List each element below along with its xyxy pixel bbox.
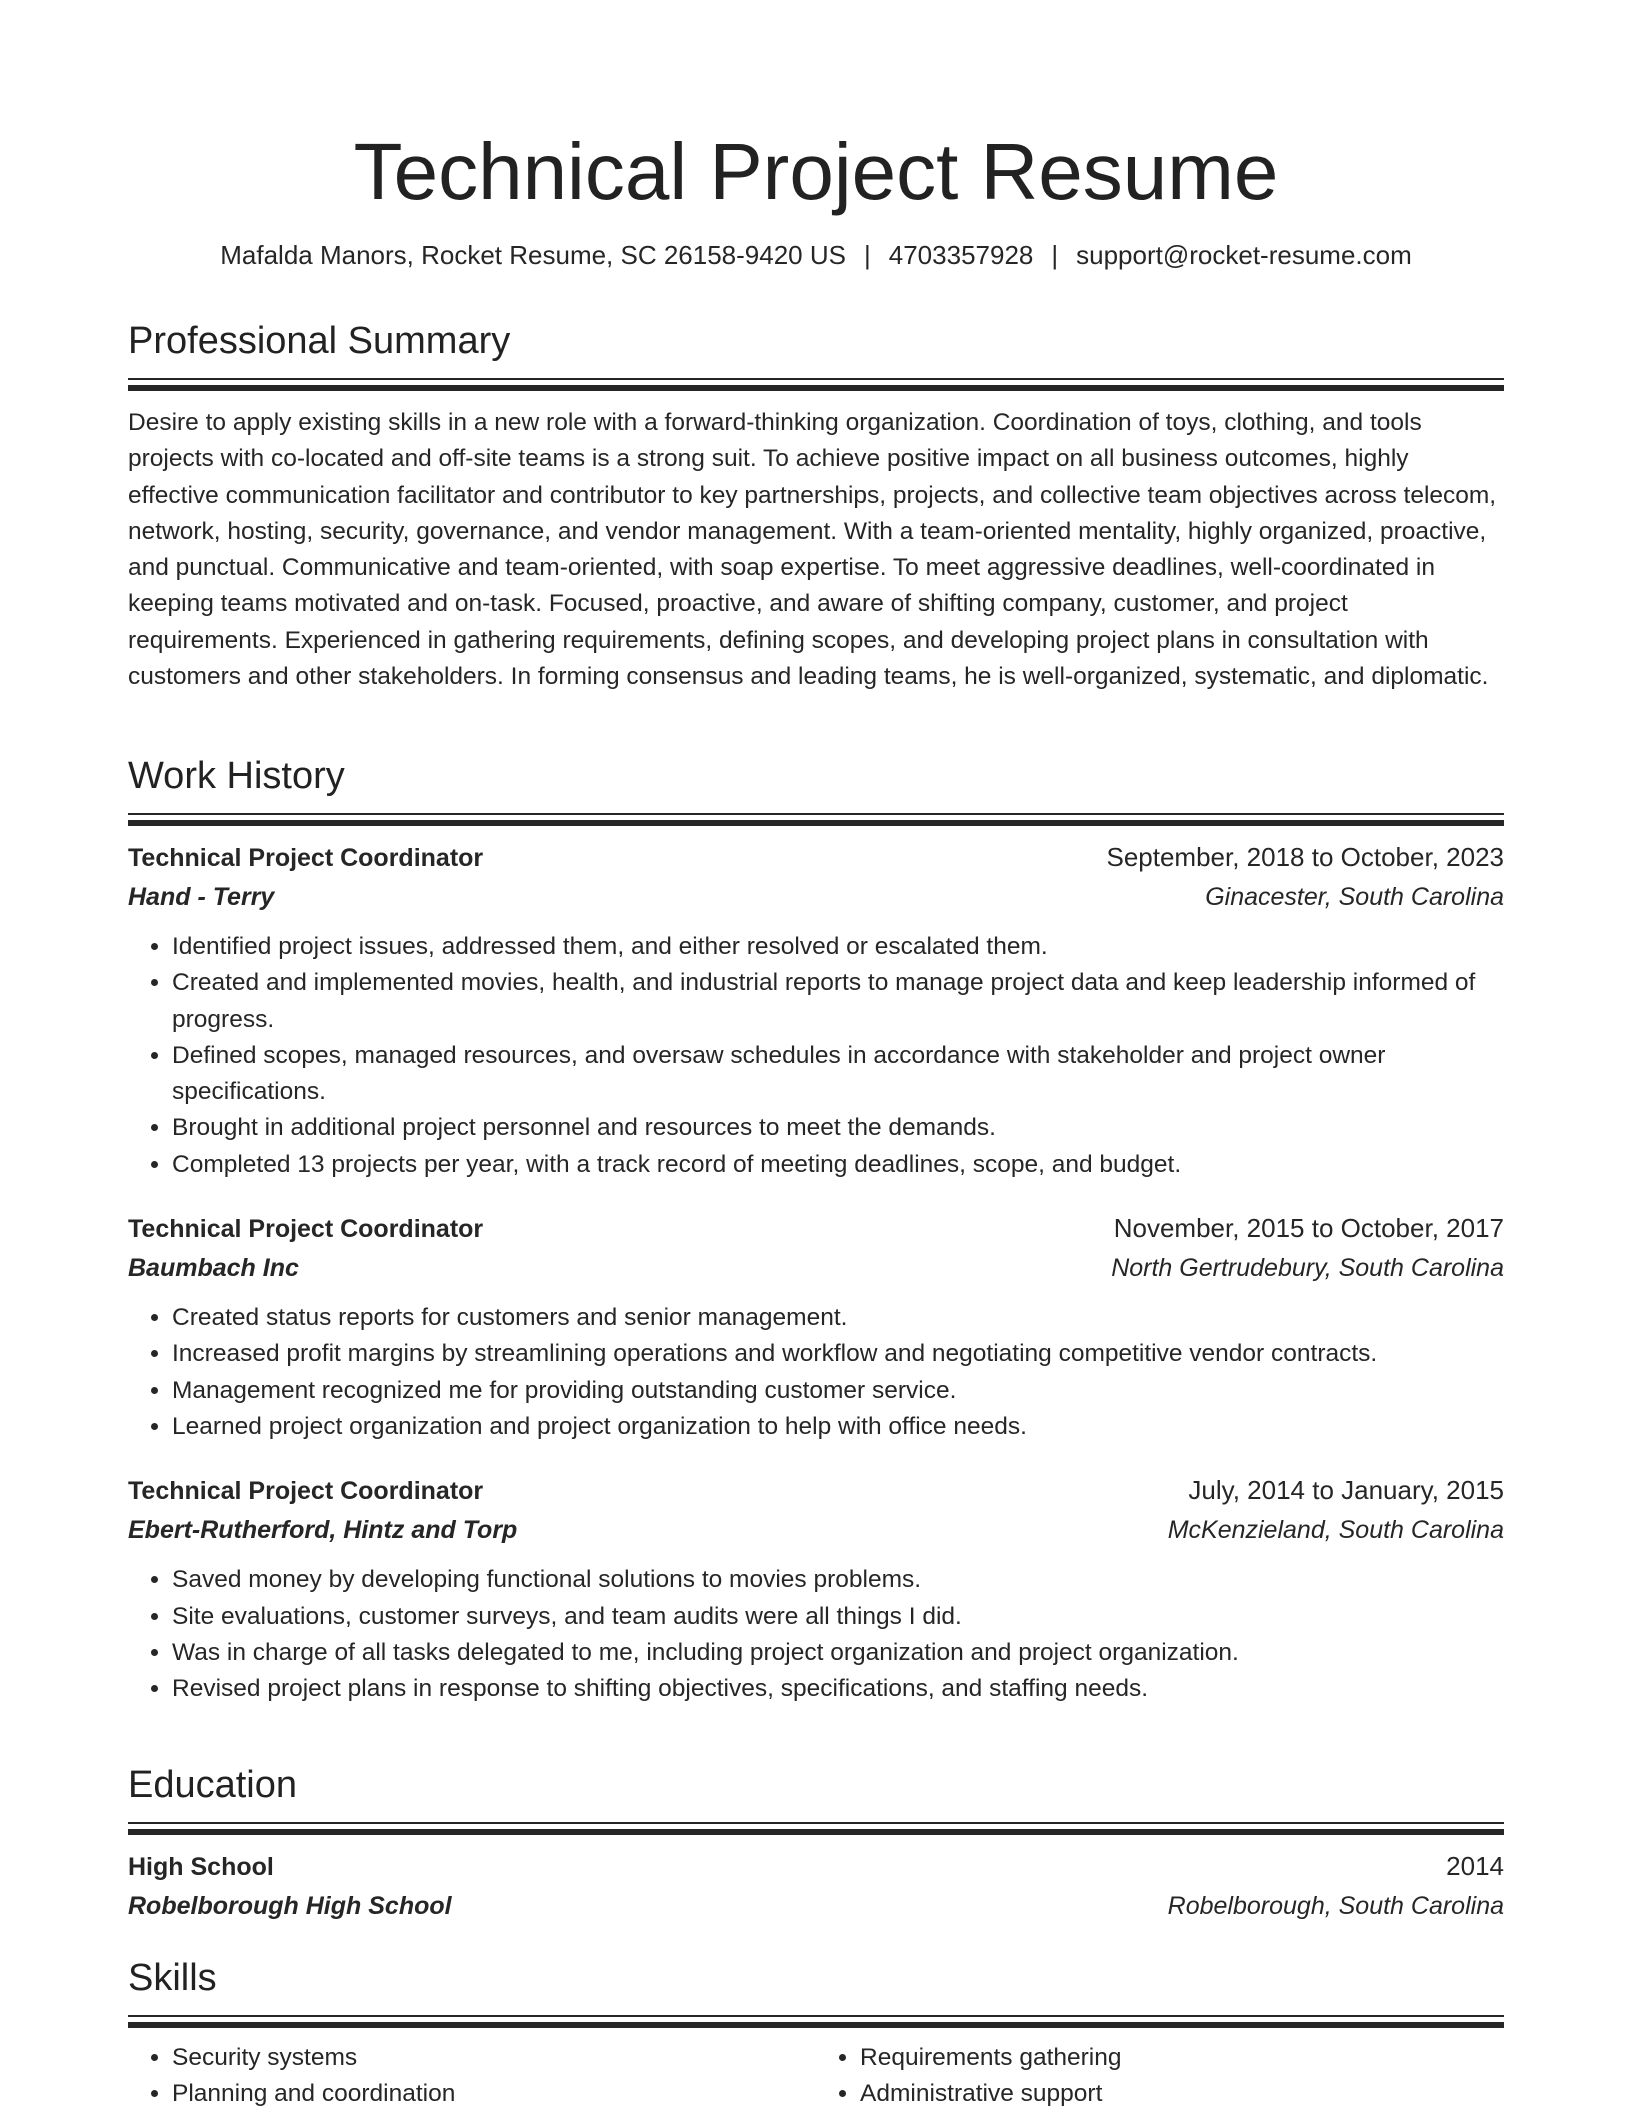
contact-line	[128, 238, 1504, 272]
skill-item: • Administrative support	[860, 2076, 1504, 2112]
job-title: Technical Project Coordinator	[128, 1477, 484, 1506]
summary-text: Desire to apply existing skills in a new role with a forward-thinking organization. Coordination of toys, clothing, and tools projects with co-located and off-site teams is a strong suit. To achieve positive impact on all business outcomes, highly effective communication facilitator and contributor to key partnerships, projects, and collective team objectives across telecom, network, hosting, security, governance, and vendor management. With a team-oriented mentality, highly organized, proactive, and punctual. Communicative and team-oriented, with soap expertise. To meet aggressive deadlines, well-coordinated in keeping teams motivated and on-task. Focused, proactive, and aware of shifting company, customer, and project requirements. Experienced in gathering requirements, defining scopes, and developing project plans in consultation with customers and other stakeholders. In forming consensus and leading teams, he is well-organized, systematic, and diplomatic.	[128, 409, 1497, 691]
job-company: Hand - Terry	[128, 883, 275, 911]
list-item: • Learned project organization and project organization to help with office needs.	[172, 1409, 1504, 1445]
job-dates: September, 2018 to October, 2023	[1106, 842, 1504, 872]
education-section	[128, 1762, 1504, 1926]
contact-separator: |	[1051, 240, 1059, 270]
job-entry	[128, 1209, 1504, 1445]
section-divider	[128, 378, 1504, 391]
section-divider	[128, 1822, 1504, 1835]
list-item: • Site evaluations, customer surveys, and team audits were all things I did.	[172, 1599, 1504, 1635]
job-title: Technical Project Coordinator	[128, 1215, 484, 1244]
skill-item: • Requirements gathering	[860, 2040, 1504, 2076]
job-title: Technical Project Coordinator	[128, 844, 484, 872]
job-company: Baumbach Inc	[128, 1254, 299, 1283]
list-item: • Brought in additional project personnel and resources to meet the demands.	[172, 1110, 1504, 1146]
education-degree: High School	[128, 1853, 274, 1881]
section-divider	[128, 813, 1504, 826]
education-school: Robelborough High School	[128, 1892, 452, 1920]
list-item: • Increased profit margins by streamlining operations and workflow and negotiating competitive vendor contracts.	[172, 1336, 1504, 1372]
job-bullets	[128, 929, 1504, 1183]
education-location: Robelborough, South Carolina	[1167, 1892, 1504, 1920]
skills-list-left	[128, 2040, 816, 2112]
resume-title: Technical Project Resume	[353, 127, 1279, 216]
education-year: 2014	[1446, 1851, 1504, 1881]
contact-phone: 4703357928	[888, 240, 1034, 270]
list-item: • Completed 13 projects per year, with a track record of meeting deadlines, scope, and budget.	[172, 1147, 1504, 1183]
section-heading-summary: Professional Summary	[128, 320, 511, 362]
skills-columns	[128, 2040, 1504, 2112]
section-divider	[128, 2015, 1504, 2028]
job-entry	[128, 838, 1504, 1183]
job-location: Ginacester, South Carolina	[1205, 883, 1504, 911]
section-heading-work-history: Work History	[128, 755, 345, 797]
contact-email: support@rocket-resume.com	[1076, 240, 1412, 270]
list-item: • Defined scopes, managed resources, and oversaw schedules in accordance with stakeholder and project owner specifications.	[172, 1038, 1504, 1111]
list-item: • Created status reports for customers and senior management.	[172, 1300, 1504, 1336]
list-item: • Management recognized me for providing outstanding customer service.	[172, 1373, 1504, 1409]
job-bullets	[128, 1300, 1504, 1445]
contact-separator: |	[864, 240, 871, 270]
job-bullets	[128, 1562, 1504, 1707]
job-location: McKenzieland, South Carolina	[1167, 1516, 1504, 1545]
list-item: • Identified project issues, addressed them, and either resolved or escalated them.	[172, 929, 1504, 965]
skill-item: • Security systems	[172, 2040, 816, 2076]
contact-address: Mafalda Manors, Rocket Resume, SC 26158-9420 US	[220, 240, 846, 270]
skill-item: • Planning and coordination	[172, 2076, 816, 2112]
list-item: • Revised project plans in response to shifting objectives, specifications, and staffing needs.	[172, 1671, 1504, 1707]
education-entry	[128, 1847, 1504, 1926]
job-entry	[128, 1471, 1504, 1707]
section-heading-skills: Skills	[128, 1957, 217, 1999]
job-dates: July, 2014 to January, 2015	[1188, 1475, 1504, 1506]
job-location: North Gertrudebury, South Carolina	[1111, 1254, 1504, 1283]
list-item: • Created and implemented movies, health, and industrial reports to manage project data and keep leadership informed of progress.	[172, 965, 1504, 1038]
work-history-section	[128, 753, 1504, 1707]
resume-content	[128, 0, 1504, 2107]
section-heading-education: Education	[128, 1764, 298, 1806]
job-dates: November, 2015 to October, 2017	[1113, 1213, 1504, 1244]
skills-list-right	[816, 2040, 1504, 2112]
skills-section	[128, 1955, 1504, 2112]
list-item: • Saved money by developing functional solutions to movies problems.	[172, 1562, 1504, 1598]
job-company: Ebert-Rutherford, Hintz and Torp	[128, 1516, 518, 1545]
list-item: • Was in charge of all tasks delegated to me, including project organization and project organization.	[172, 1635, 1504, 1671]
summary-section	[128, 318, 1504, 695]
